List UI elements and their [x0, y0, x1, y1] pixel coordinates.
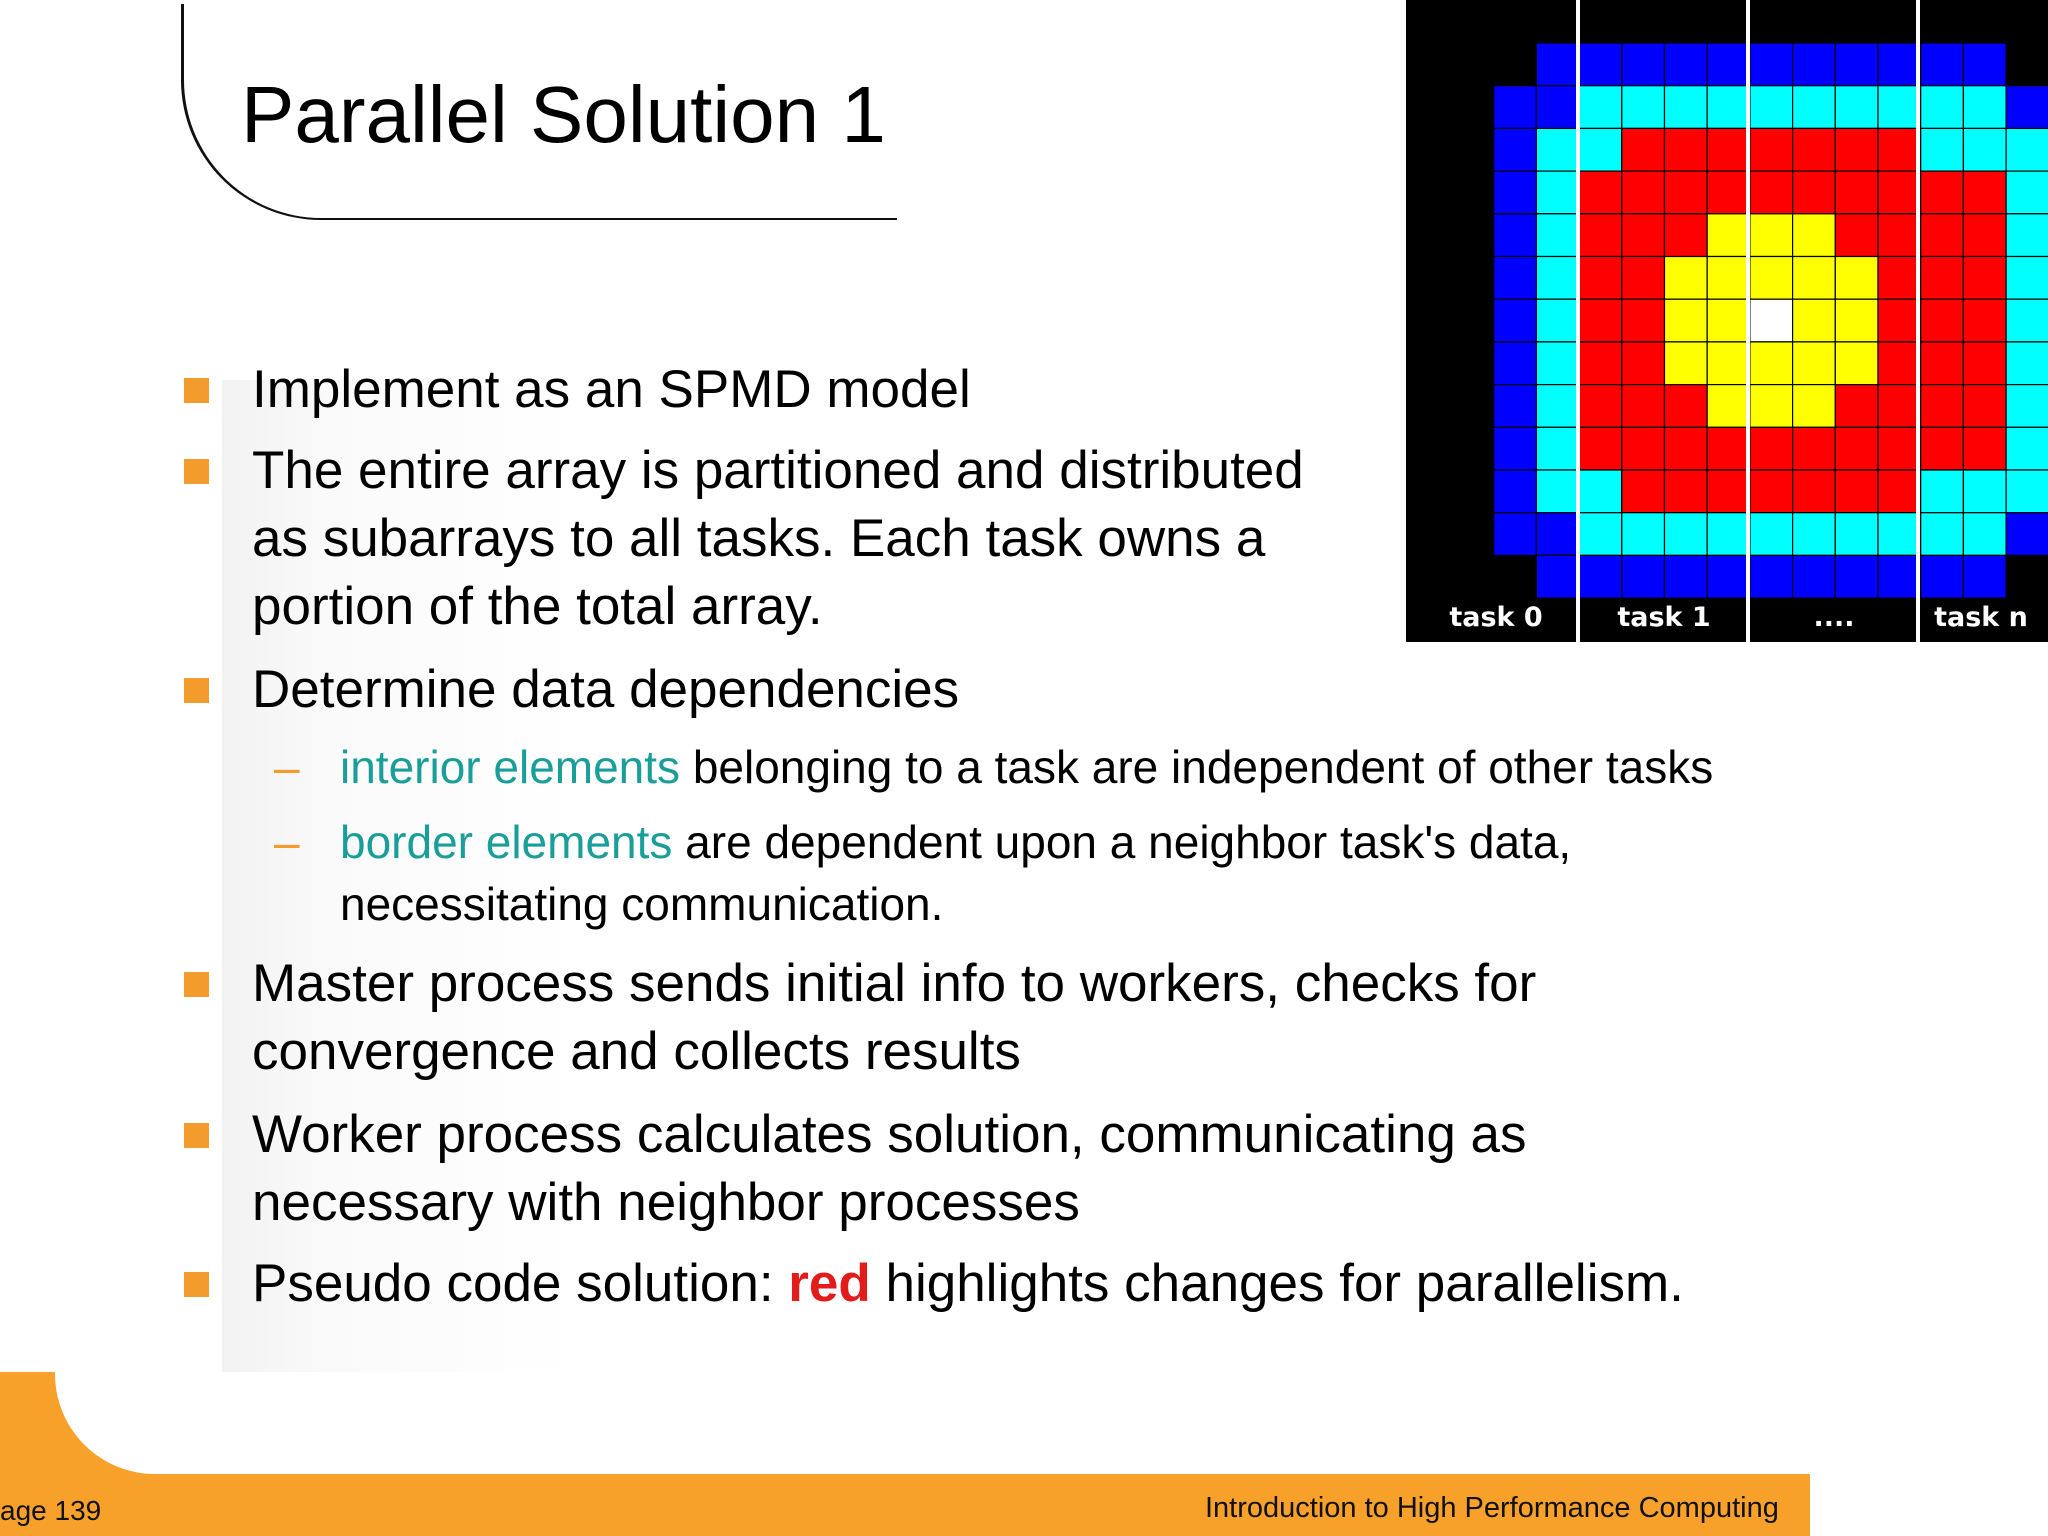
- grid-cell: [1963, 214, 2006, 257]
- grid-cell: [1536, 43, 1579, 86]
- grid-cell: [1921, 128, 1964, 171]
- grid-cell: [2006, 385, 2048, 428]
- grid-cell: [1707, 470, 1750, 513]
- grid-cell: [1536, 385, 1579, 428]
- grid-cell: [1579, 43, 1622, 86]
- grid-cell: [1665, 171, 1708, 214]
- grid-cell: [1451, 342, 1494, 385]
- grid-cell: [2006, 43, 2048, 86]
- grid-cell: [1707, 427, 1750, 470]
- grid-cell: [1750, 427, 1793, 470]
- grid-cell: [1878, 555, 1921, 598]
- grid-cell: [1536, 299, 1579, 342]
- grid-cell: [1579, 385, 1622, 428]
- grid-cell: [1878, 513, 1921, 556]
- grid-cell: [1835, 555, 1878, 598]
- grid-cell: [1579, 427, 1622, 470]
- sub-bullet-term: border elements: [340, 816, 673, 868]
- grid-cell: [1494, 171, 1537, 214]
- grid-cell: [2006, 299, 2048, 342]
- grid-cell: [1665, 427, 1708, 470]
- bullet-square-icon: [184, 972, 209, 997]
- grid-cell: [1835, 214, 1878, 257]
- grid-cell: [1835, 385, 1878, 428]
- grid-cell: [1622, 257, 1665, 300]
- grid-cell: [1707, 43, 1750, 86]
- grid-cell: [1835, 257, 1878, 300]
- grid-cell: [1707, 128, 1750, 171]
- grid-cell: [1793, 299, 1836, 342]
- grid-cell: [1665, 513, 1708, 556]
- bullet-item: [252, 356, 971, 424]
- grid-cell: [1963, 299, 2006, 342]
- grid-cell: [1793, 214, 1836, 257]
- grid-cell: [1622, 86, 1665, 129]
- grid-cell: [1750, 171, 1793, 214]
- grid-cell: [1494, 555, 1537, 598]
- grid-cell: [1494, 470, 1537, 513]
- grid-cell: [1921, 257, 1964, 300]
- grid-cell: [1750, 257, 1793, 300]
- task-label: task 1: [1617, 602, 1711, 633]
- grid-cell: [1921, 470, 1964, 513]
- task-label: ....: [1813, 602, 1855, 633]
- grid-cell: [1579, 513, 1622, 556]
- bullet-square-icon: [184, 1123, 209, 1148]
- sub-bullet-text: necessitating communication.: [340, 878, 944, 930]
- grid-cell: [1835, 427, 1878, 470]
- grid-cell: [1536, 470, 1579, 513]
- grid-cell: [2006, 513, 2048, 556]
- grid-cell: [1665, 470, 1708, 513]
- partition-grid-figure: [1406, 0, 2048, 642]
- grid-cell: [1665, 299, 1708, 342]
- grid-cell: [1579, 342, 1622, 385]
- bullet-text: Master process sends initial info to workers, checks for: [252, 954, 1537, 1013]
- bullet-text: convergence and collects results: [252, 1022, 1021, 1081]
- grid-cell: [1793, 385, 1836, 428]
- grid-cell: [1536, 128, 1579, 171]
- grid-cell: [1494, 427, 1537, 470]
- dash-icon: –: [274, 816, 300, 868]
- grid-cell: [1921, 385, 1964, 428]
- grid-cell: [1878, 171, 1921, 214]
- grid-cell: [1665, 214, 1708, 257]
- grid-cell: [1750, 470, 1793, 513]
- bullet-text: The entire array is partitioned and distributed: [252, 441, 1304, 500]
- grid-cell: [1707, 342, 1750, 385]
- grid-cell: [1707, 385, 1750, 428]
- task-label: task 0: [1449, 602, 1543, 633]
- grid-cell: [1963, 427, 2006, 470]
- grid-cell: [1878, 470, 1921, 513]
- grid-cell: [1622, 43, 1665, 86]
- grid-cell: [2006, 128, 2048, 171]
- slide-title: Parallel Solution 1: [241, 70, 886, 159]
- grid-cell: [1878, 299, 1921, 342]
- dash-icon: –: [274, 741, 300, 793]
- page-number: age 139: [0, 1495, 102, 1526]
- grid-cell: [1878, 257, 1921, 300]
- grid-cell: [1835, 171, 1878, 214]
- grid-cell: [1579, 128, 1622, 171]
- grid-cell: [1963, 555, 2006, 598]
- grid-cell: [1622, 555, 1665, 598]
- grid-cell: [1878, 342, 1921, 385]
- grid-cell: [1622, 470, 1665, 513]
- grid-cell: [1494, 342, 1537, 385]
- grid-cell: [1793, 43, 1836, 86]
- grid-cell: [1707, 86, 1750, 129]
- grid-cell: [1921, 43, 1964, 86]
- grid-cell: [1579, 86, 1622, 129]
- grid-cell: [1793, 128, 1836, 171]
- grid-cell: [1451, 427, 1494, 470]
- bullet-text: portion of the total array.: [252, 577, 823, 636]
- grid-cell: [1793, 470, 1836, 513]
- partition-divider: [1916, 0, 1920, 642]
- grid-cell: [1622, 513, 1665, 556]
- grid-cell: [1878, 427, 1921, 470]
- bullet-text-post: highlights changes for parallelism.: [870, 1254, 1684, 1313]
- grid-cell: [1921, 513, 1964, 556]
- grid-cell: [1793, 342, 1836, 385]
- grid-cell: [1921, 171, 1964, 214]
- grid-cell: [1750, 513, 1793, 556]
- grid-cell: [1707, 299, 1750, 342]
- grid-cell: [1536, 86, 1579, 129]
- grid-cell: [1536, 427, 1579, 470]
- grid-cell: [1665, 342, 1708, 385]
- grid-cell: [1494, 385, 1537, 428]
- grid-cell: [2006, 470, 2048, 513]
- grid-cell: [1963, 513, 2006, 556]
- bullet-item: [252, 656, 959, 724]
- grid-cell: [1835, 128, 1878, 171]
- grid-cell: [1878, 128, 1921, 171]
- grid-cell: [1921, 299, 1964, 342]
- grid-cell: [1835, 86, 1878, 129]
- grid-cell: [1750, 555, 1793, 598]
- sub-bullet-text: are dependent upon a neighbor task's data,: [672, 816, 1572, 868]
- bullet-text-pre: Pseudo code solution:: [252, 1254, 789, 1313]
- grid-cell: [1750, 342, 1793, 385]
- bullet-text: necessary with neighbor processes: [252, 1173, 1080, 1232]
- bullet-text: as subarrays to all tasks. Each task owns a: [252, 509, 1266, 568]
- grid-cell: [2006, 171, 2048, 214]
- course-title: Introduction to High Performance Computing: [1205, 1492, 1779, 1524]
- bullet-text: Determine data dependencies: [252, 660, 960, 719]
- grid-cell: [1536, 555, 1579, 598]
- grid-cell: [1878, 214, 1921, 257]
- partition-divider: [1576, 0, 1580, 642]
- grid-cell: [1536, 342, 1579, 385]
- grid-cell: [1494, 513, 1537, 556]
- bullet-text: Implement as an SPMD model: [252, 360, 971, 419]
- grid-cell: [1622, 128, 1665, 171]
- grid-cell: [1963, 470, 2006, 513]
- partition-divider: [1746, 0, 1750, 642]
- bullet-item: [252, 1250, 1684, 1318]
- grid-cell: [1536, 257, 1579, 300]
- grid-cell: [1707, 555, 1750, 598]
- grid-cell: [1793, 86, 1836, 129]
- grid-cell: [1494, 86, 1537, 129]
- sub-bullet-item: [274, 736, 1714, 798]
- grid-cell: [1494, 128, 1537, 171]
- grid-cell: [1750, 43, 1793, 86]
- bullet-item: [252, 437, 1304, 641]
- grid-cell: [1579, 171, 1622, 214]
- grid-cell: [1536, 171, 1579, 214]
- grid-cell: [1793, 257, 1836, 300]
- grid-cell: [1921, 555, 1964, 598]
- grid-cell: [1579, 555, 1622, 598]
- grid-cell: [1579, 257, 1622, 300]
- grid-cell: [1750, 299, 1793, 342]
- grid-cell: [1878, 385, 1921, 428]
- bullet-square-icon: [184, 1272, 209, 1297]
- grid-cell: [1835, 342, 1878, 385]
- grid-cell: [1622, 342, 1665, 385]
- grid-cell: [1750, 128, 1793, 171]
- grid-cell: [1622, 427, 1665, 470]
- grid-cell: [1750, 214, 1793, 257]
- bullet-text: Worker process calculates solution, communicating as: [252, 1105, 1527, 1164]
- grid-cell: [1579, 299, 1622, 342]
- grid-cell: [1494, 214, 1537, 257]
- grid-cell: [1665, 385, 1708, 428]
- grid-cell: [1963, 385, 2006, 428]
- grid-cell: [1963, 128, 2006, 171]
- grid-cell: [1451, 513, 1494, 556]
- grid-cell: [1494, 299, 1537, 342]
- bullet-item: [252, 1101, 1527, 1237]
- task-label: task n: [1934, 602, 2028, 633]
- grid-cell: [1707, 171, 1750, 214]
- grid-cell: [1579, 470, 1622, 513]
- grid-cell: [1622, 299, 1665, 342]
- sub-bullet-item: [274, 811, 1572, 935]
- grid-cell: [1878, 86, 1921, 129]
- grid-cell: [1451, 470, 1494, 513]
- bullet-square-icon: [184, 678, 209, 703]
- grid-cell: [1451, 257, 1494, 300]
- grid-cell: [1451, 385, 1494, 428]
- grid-cell: [1451, 86, 1494, 129]
- grid-cell: [1451, 43, 1494, 86]
- sub-bullet-term: interior elements: [340, 741, 681, 793]
- grid-cell: [2006, 342, 2048, 385]
- partition-grid-svg: [1406, 0, 2048, 642]
- grid-cell: [1707, 513, 1750, 556]
- grid-cell: [1963, 171, 2006, 214]
- grid-cell: [1579, 214, 1622, 257]
- grid-cell: [1451, 299, 1494, 342]
- grid-cell: [1793, 555, 1836, 598]
- grid-cell: [1921, 214, 1964, 257]
- grid-cell: [2006, 427, 2048, 470]
- grid-cell: [1921, 342, 1964, 385]
- bullet-item: [252, 950, 1536, 1086]
- grid-cell: [1835, 299, 1878, 342]
- grid-cell: [1665, 257, 1708, 300]
- grid-cell: [2006, 86, 2048, 129]
- grid-cell: [1665, 86, 1708, 129]
- grid-cell: [1921, 427, 1964, 470]
- bullet-text: [252, 1250, 1684, 1318]
- grid-cell: [1963, 86, 2006, 129]
- grid-cell: [2006, 555, 2048, 598]
- grid-cell: [1536, 214, 1579, 257]
- grid-cell: [1494, 43, 1537, 86]
- grid-cell: [2006, 214, 2048, 257]
- footer-curve: [55, 1372, 1810, 1474]
- sub-bullet-text: belonging to a task are independent of other tasks: [680, 741, 1714, 793]
- highlight-red-word: red: [788, 1254, 871, 1313]
- grid-cell: [1665, 43, 1708, 86]
- bullet-square-icon: [184, 378, 209, 403]
- grid-cell: [1835, 43, 1878, 86]
- grid-cell: [1878, 43, 1921, 86]
- grid-cell: [1750, 86, 1793, 129]
- grid-cell: [1494, 257, 1537, 300]
- grid-cell: [1451, 171, 1494, 214]
- grid-cell: [1451, 555, 1494, 598]
- grid-cell: [1451, 214, 1494, 257]
- grid-cell: [1707, 214, 1750, 257]
- bullet-square-icon: [184, 459, 209, 484]
- grid-cell: [1665, 128, 1708, 171]
- grid-cell: [1963, 342, 2006, 385]
- grid-cell: [1963, 43, 2006, 86]
- grid-cell: [1622, 214, 1665, 257]
- grid-cell: [1793, 427, 1836, 470]
- grid-cell: [1451, 128, 1494, 171]
- grid-cell: [1963, 257, 2006, 300]
- grid-cell: [1707, 257, 1750, 300]
- grid-cell: [1536, 513, 1579, 556]
- grid-cell: [1750, 385, 1793, 428]
- grid-cell: [1622, 385, 1665, 428]
- grid-cell: [1665, 555, 1708, 598]
- grid-cell: [1921, 86, 1964, 129]
- grid-cell: [1793, 171, 1836, 214]
- grid-cell: [1835, 470, 1878, 513]
- grid-cell: [1835, 513, 1878, 556]
- grid-cell: [1622, 171, 1665, 214]
- grid-cell: [1793, 513, 1836, 556]
- grid-cell: [2006, 257, 2048, 300]
